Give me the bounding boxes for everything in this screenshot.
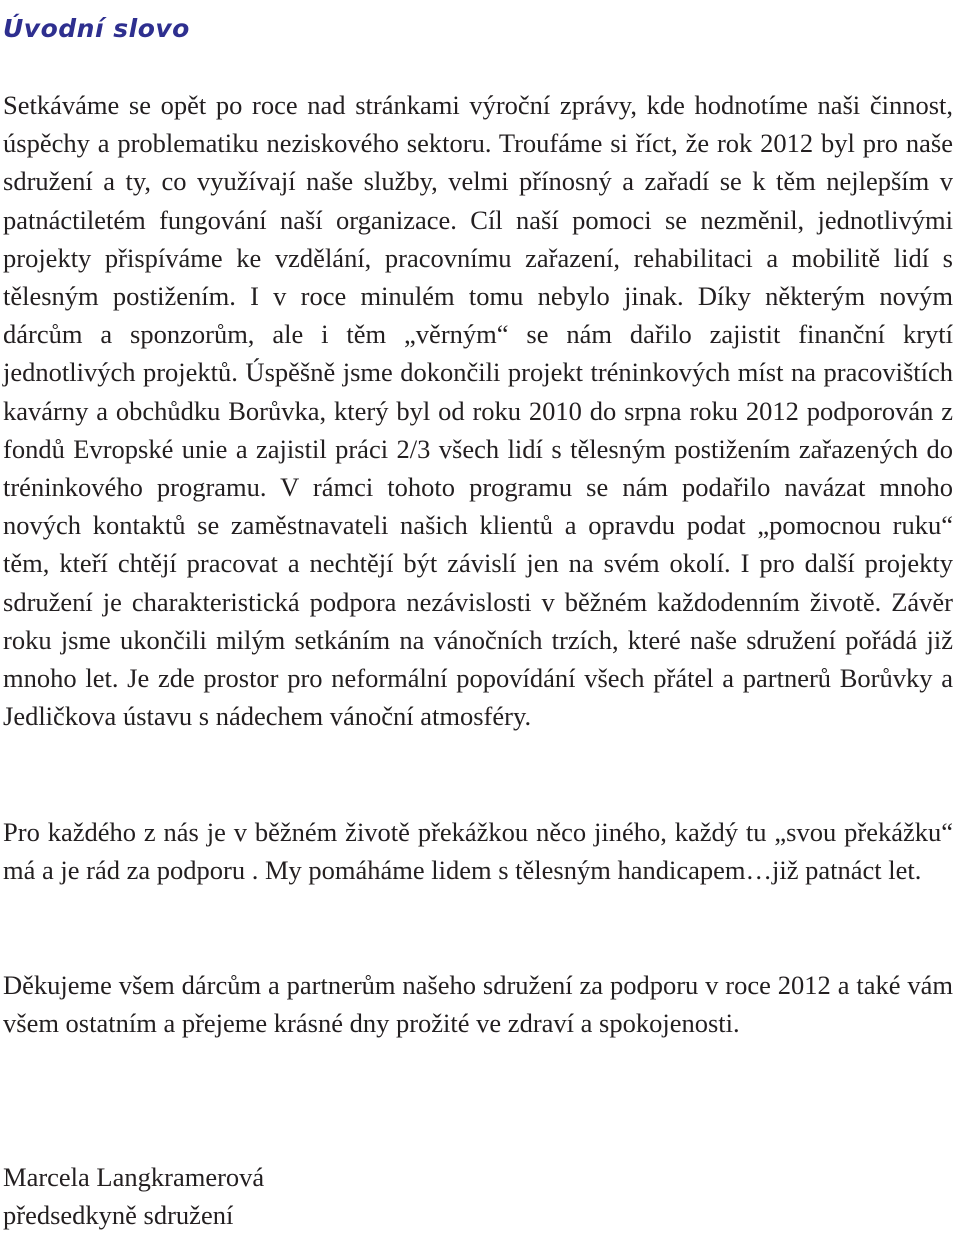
signature-name: Marcela Langkramerová <box>3 1162 265 1192</box>
intro-paragraph: Setkáváme se opět po roce nad stránkami výroční zprávy, kde hodnotíme naši činnost, úspěchy a problematiku neziskového sektoru. Troufáme si říct, že rok 2012 byl pro naše sdružení a ty, co využívají naše služby, velmi přínosný a zařadí se k těm nejlepším v patnáctiletém fungování naší organizace. Cíl naší pomoci se nezměnil, jednotlivými projekty přispíváme ke vzdělání, pracovnímu zařazení, rehabilitaci a mobilitě lidí s tělesným postižením. I v roce minulém tomu nebylo jinak. Díky některým novým dárcům a sponzorům, ale i těm „věrným“ se nám dařilo zajistit finanční krytí jednotlivých projektů. Úspěšně jsme dokončili projekt tréninkových míst na pracovištích kavárny a obchůdku Borůvka, který byl od roku 2010 do srpna roku 2012 podporován z fondů Evropské unie a zajistil práci 2/3 všech lidí s tělesným postižením zařazených do tréninkového programu. V rámci tohoto programu se nám podařilo navázat mnoho nových kontaktů se zaměstnavateli našich klientů a opravdu podat „pomocnou ruku“ těm, kteří chtějí pracovat a nechtějí být závislí jen na svém okolí. I pro další projekty sdružení je charakteristická podpora nezávislosti v běžném každodenním životě. Závěr roku jsme ukončili milým setkáním na vánočních trzích, které naše sdružení pořádá již mnoho let. Je zde prostor pro neformální popovídání všech přátel a partnerů Borůvky a Jedličkova ústavu s nádechem vánoční atmosféry. <box>3 90 953 732</box>
obstacle-paragraph: Pro každého z nás je v běžném životě překážkou něco jiného, každý tu „svou překážku“ má a je rád za podporu . My pomáháme lidem s tělesným handicapem…již patnáct let. <box>3 817 953 886</box>
thanks-paragraph: Děkujeme všem dárcům a partnerům našeho sdružení za podporu v roce 2012 a také vám všem ostatním a přejeme krásné dny prožité ve zdraví a spokojenosti. <box>3 970 953 1039</box>
signature-block <box>3 1158 264 1234</box>
signature-role: předsedkyně sdružení <box>3 1200 234 1231</box>
page-title: Úvodní slovo <box>3 14 190 43</box>
